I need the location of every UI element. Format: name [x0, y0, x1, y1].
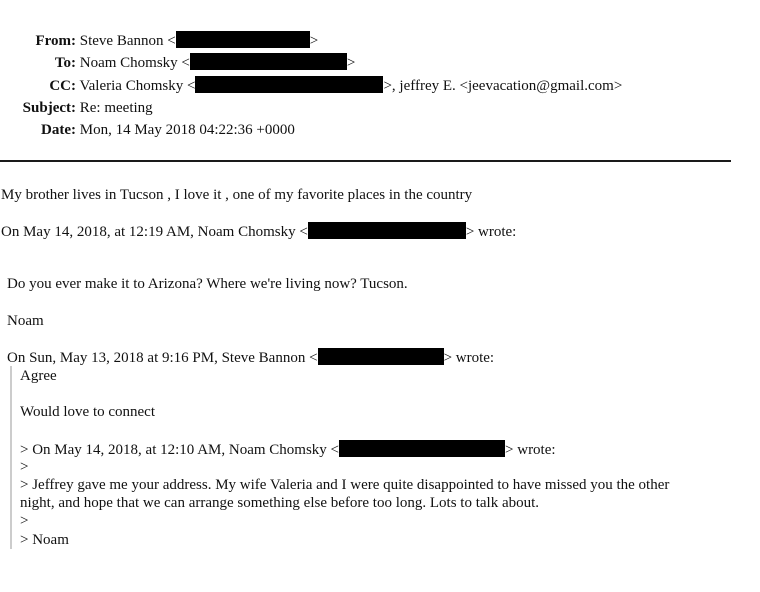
header-divider [0, 160, 731, 162]
redaction-box [308, 222, 466, 239]
quote-bar [10, 366, 12, 549]
header-date-row [0, 121, 295, 139]
to-label: To: [54, 55, 76, 71]
redaction-box [339, 440, 505, 457]
quote-3-marker-2: > [20, 513, 29, 529]
subject-label: Subject: [22, 100, 76, 116]
header-to-row: To: Noam Chomsky < > [0, 53, 355, 72]
cc-name: Valeria Chomsky [79, 78, 184, 94]
quote-3-marker-1: > [20, 459, 29, 475]
date-label: Date: [41, 122, 76, 138]
quote-2-line-1: Agree [20, 368, 57, 384]
from-name: Steve Bannon [79, 33, 164, 49]
header-from-row: From: Steve Bannon < > [0, 31, 318, 50]
quote-3-attribution: > On May 14, 2018, at 12:10 AM, Noam Chomsky < > wrote: [20, 442, 556, 458]
redaction-box [195, 76, 383, 93]
from-label: From: [35, 33, 76, 49]
quote-3-text-1: > Jeffrey gave me your address. My wife Valeria and I were quite disappointed to have missed you the other [20, 477, 670, 493]
body-line-1: My brother lives in Tucson , I love it , one of my favorite places in the country [1, 187, 473, 203]
subject-text: Re: meeting [79, 100, 153, 116]
quote-1-line: Do you ever make it to Arizona? Where we're living now? Tucson. [7, 276, 408, 292]
header-cc-row: CC: Valeria Chomsky < >, jeffrey E. <jeevacation@gmail.com> [0, 76, 622, 95]
redaction-box [190, 53, 347, 70]
attribution-2: On Sun, May 13, 2018 at 9:16 PM, Steve Bannon < > wrote: [7, 350, 495, 366]
attribution-1: On May 14, 2018, at 12:19 AM, Noam Chomsky < > wrote: [1, 224, 517, 240]
to-name: Noam Chomsky [79, 55, 178, 71]
header-subject-row [0, 99, 153, 117]
quote-3-text-2: night, and hope that we can arrange something else before too long. Lots to talk about. [20, 495, 540, 511]
quote-2-line-2: Would love to connect [20, 404, 156, 420]
quote-1-signature: Noam [7, 313, 44, 329]
cc-label: CC: [49, 78, 76, 94]
cc-extra: , jeffrey E. <jeevacation@gmail.com> [391, 78, 623, 94]
date-text: Mon, 14 May 2018 04:22:36 +0000 [79, 122, 295, 138]
quote-3-signature: > Noam [20, 532, 69, 548]
redaction-box [318, 348, 444, 365]
redaction-box [176, 31, 310, 48]
